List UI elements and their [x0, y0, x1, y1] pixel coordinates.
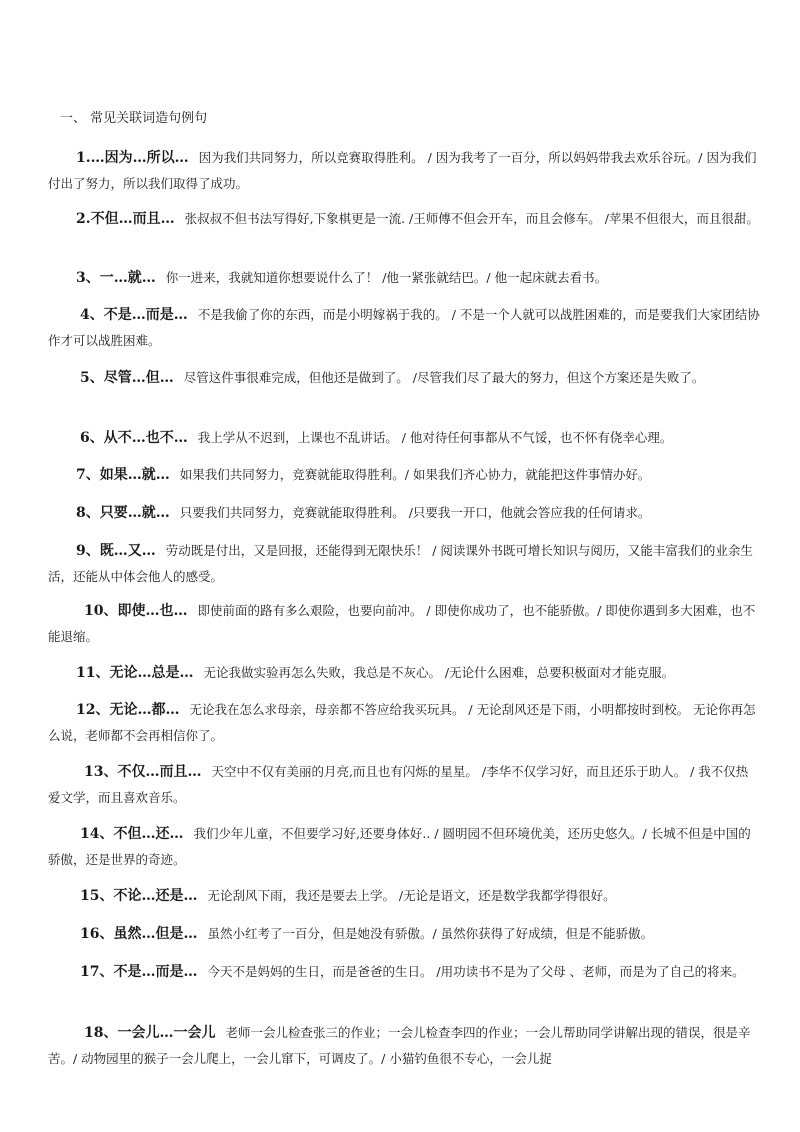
example-item-16 [48, 921, 760, 947]
example-item-1 [48, 145, 760, 197]
example-item-7 [48, 462, 760, 488]
example-text: 我们少年儿童，不但要学习好,还要身体好.. / 圆明园不但环境优美，还历史悠久。/ 长城不但是中国的骄傲，还是世界的奇迹。 [48, 826, 751, 867]
keyword: 4、不是…而是… [80, 307, 188, 323]
example-text: 张叔叔不但书法写得好,下象棋更是一流. /王师傅不但会开车，而且会修车。 /苹果不但很大，而且很甜。 [180, 211, 759, 226]
example-text: 我上学从不迟到，上课也不乱讲话。 / 他对待任何事都从不气馁，也不怀有侥幸心理。 [193, 430, 673, 445]
keyword: 18、一会儿…一会儿 [84, 1025, 216, 1041]
example-text: 你一进来，我就知道你想要说什么了！ /他一紧张就结巴。/ 他一起床就去看书。 [161, 270, 608, 285]
example-item-5 [48, 365, 760, 391]
keyword: 1.…因为…所以… [76, 150, 189, 166]
keyword: 3、一…就… [76, 270, 156, 286]
example-item-9 [48, 538, 760, 590]
keyword: 9、既…又… [76, 543, 156, 559]
keyword: 14、不但…还… [80, 826, 184, 842]
example-text: 因为我们共同努力，所以竞赛取得胜利。 / 因为我考了一百分，所以妈妈带我去欢乐谷玩。/ 因为我们付出了努力，所以我们取得了成功。 [48, 150, 757, 191]
example-text: 如果我们共同努力，竞赛就能取得胜利。/ 如果我们齐心协力，就能把这件事情办好。 [175, 467, 651, 482]
example-text: 无论刮风下雨，我还是要去上学。 /无论是语文，还是数学我都学得很好。 [203, 888, 616, 903]
example-text: 不是我偷了你的东西，而是小明嫁祸于我的。 / 不是一个人就可以战胜困难的，而是要我们大家团结协作才可以战胜困难。 [48, 307, 760, 348]
example-text: 今天不是妈妈的生日，而是爸爸的生日。 /用功读书不是为了父母 、老师，而是为了自己的将来。 [203, 964, 745, 979]
example-item-12 [48, 697, 760, 749]
example-text: 无论我在怎么求母亲，母亲都不答应给我买玩具。 / 无论刮风还是下雨，小明都按时到校。 无论你再怎么说，老师都不会再相信你了。 [48, 702, 756, 743]
example-item-3 [48, 265, 760, 291]
section-heading: 一、 常见关联词造句例句 [60, 111, 208, 126]
example-item-6 [48, 425, 760, 451]
keyword: 12、无论…都… [76, 702, 180, 718]
example-text: 劳动既是付出，又是回报，还能得到无限快乐！ / 阅读课外书既可增长知识与阅历，又能丰富我们的业余生活，还能从中体会他人的感受。 [48, 543, 753, 584]
example-text: 尽管这件事很难完成，但他还是做到了。 /尽管我们尽了最大的努力，但这个方案还是失败了。 [179, 370, 705, 385]
keyword: 2.不但…而且… [76, 211, 175, 227]
example-text: 虽然小红考了一百分，但是她没有骄傲。/ 虽然你获得了好成绩，但是不能骄傲。 [203, 926, 654, 941]
keyword: 10、即使…也… [84, 603, 188, 619]
example-item-11 [48, 660, 760, 686]
keyword: 11、无论…总是… [76, 665, 194, 681]
example-item-2 [48, 206, 760, 232]
example-text: 天空中不仅有美丽的月亮,而且也有闪烁的星星。 /李华不仅学习好，而且还乐于助人。 / 我不仅热爱文学，而且喜欢音乐。 [48, 764, 749, 805]
example-item-4 [48, 302, 760, 354]
example-text: 老师一会儿检查张三的作业；一会儿检查李四的作业；一会儿帮助同学讲解出现的错误，很是辛苦。/ 动物园里的猴子一会儿爬上，一会儿窜下，可调皮了。/ 小猫钓鱼很不专心，一会儿捉 [48, 1025, 751, 1066]
example-item-8 [48, 500, 760, 526]
keyword: 15、不论…还是… [80, 888, 198, 904]
keyword: 16、虽然…但是… [80, 926, 198, 942]
keyword: 13、不仅…而且… [84, 764, 202, 780]
keyword: 17、不是…而是… [80, 964, 198, 980]
example-item-17 [48, 959, 760, 985]
example-item-14 [48, 821, 760, 873]
example-text: 无论我做实验再怎么失败，我总是不灰心。 /无论什么困难，总要积极面对才能克服。 [199, 665, 675, 680]
example-item-15 [48, 883, 760, 909]
keyword: 8、只要…就… [76, 505, 170, 521]
keyword: 7、如果…就… [76, 467, 170, 483]
example-text: 即使前面的路有多么艰险，也要向前冲。 / 即使你成功了，也不能骄傲。/ 即使你遇到多大困难，也不能退缩。 [48, 603, 756, 644]
example-item-10 [48, 598, 760, 650]
example-item-13 [48, 759, 760, 811]
example-item-18 [48, 1020, 760, 1072]
keyword: 5、尽管…但… [80, 370, 174, 386]
keyword: 6、从不…也不… [80, 430, 188, 446]
example-text: 只要我们共同努力，竞赛就能取得胜利。 /只要我一开口，他就会答应我的任何请求。 [175, 505, 651, 520]
